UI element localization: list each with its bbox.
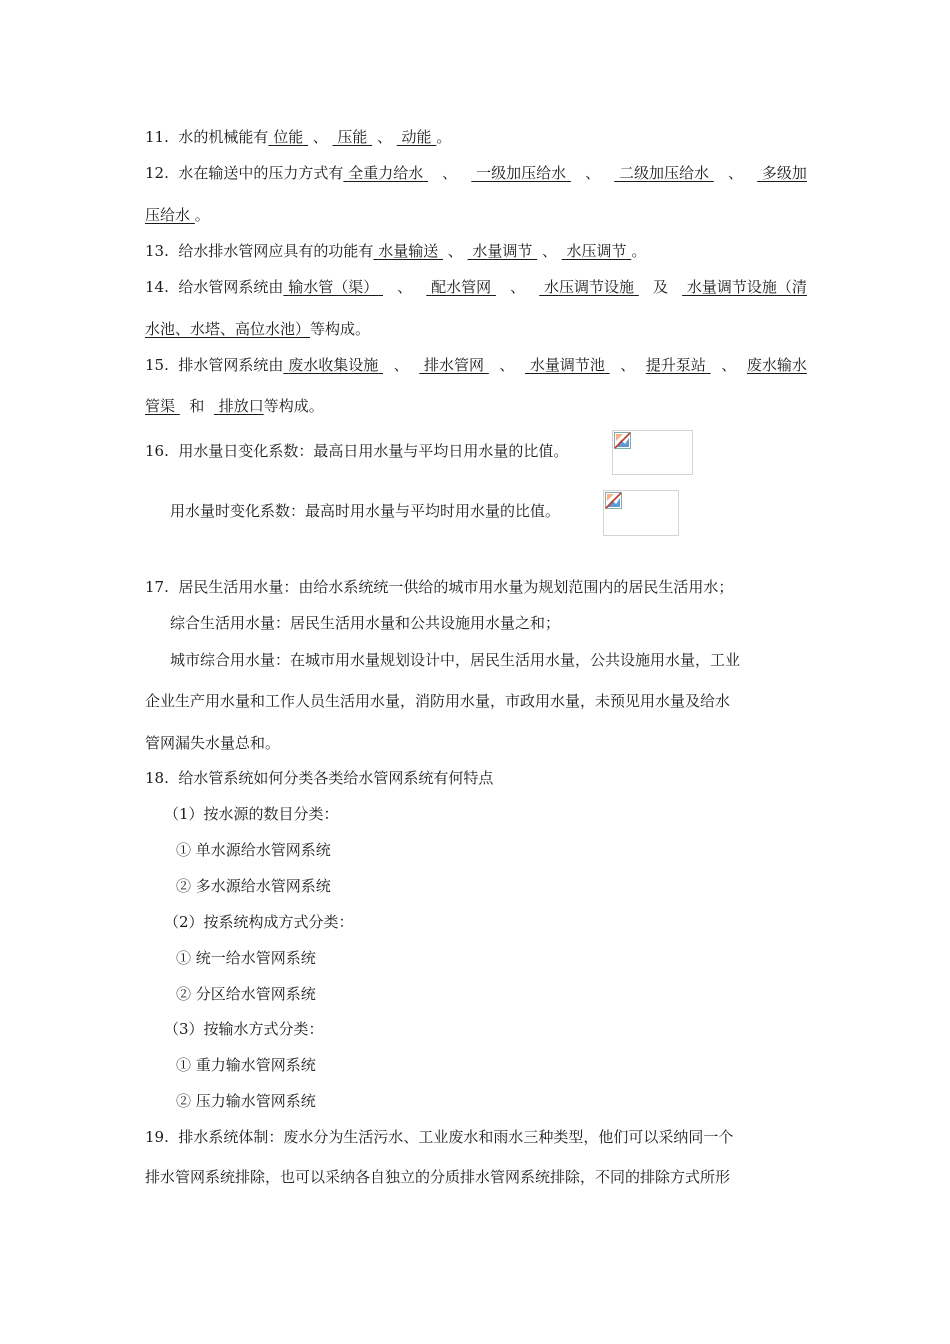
q15-answer-5: 废水输水 xyxy=(746,356,807,374)
question-16-line-2: 用水量时变化系数：最高时用水量与平均时用水量的比值。 xyxy=(170,502,561,520)
q12-number: 12. xyxy=(145,164,169,182)
broken-image-icon xyxy=(614,432,632,450)
q19-number: 19. xyxy=(145,1128,169,1146)
question-15-cont: 管渠 和 排放口等构成。 xyxy=(145,397,324,415)
question-15: 15. 排水管网系统由 废水收集设施 、 排水管网 、 水量调节池 、 提升泵站 、 废水输水 xyxy=(145,356,807,374)
q11-number: 11. xyxy=(145,128,169,146)
question-14: 14. 给水管网系统由 输水管（渠） 、 配水管网 、 水压调节设施 及 水量调节设施（清 xyxy=(145,278,807,296)
q18-item: ② 压力输水管网系统 xyxy=(176,1092,316,1110)
q12-answer-3: 二级加压给水 xyxy=(619,164,710,182)
q15-number: 15. xyxy=(145,356,169,374)
q19-line-2: 排水管网系统排除，也可以采纳各自独立的分质排水管网系统排除，不同的排除方式所形 xyxy=(145,1168,731,1186)
q17-line-2: 综合生活用水量：居民生活用水量和公共设施用水量之和； xyxy=(170,614,561,632)
q12-answer-1: 全重力给水 xyxy=(348,164,424,182)
question-12: 12. 水在输送中的压力方式有 全重力给水 、 一级加压给水 、 二级加压给水 、 多级加 xyxy=(145,164,807,182)
q18-item: ② 分区给水管网系统 xyxy=(176,985,316,1003)
question-14-cont: 水池、水塔、高位水池）等构成。 xyxy=(145,320,371,338)
q14-answer-2: 配水管网 xyxy=(431,278,492,296)
q17-line-4: 企业生产用水量和工作人员生活用水量，消防用水量，市政用水量，未预见用水量及给水 xyxy=(145,692,731,710)
q15-answer-4: 提升泵站 xyxy=(645,356,706,374)
q18-item: （3）按输水方式分类： xyxy=(164,1020,324,1038)
q15-answer-2: 排水管网 xyxy=(424,356,485,374)
q15-answer-3: 水量调节池 xyxy=(529,356,605,374)
q15-answer-6: 排放口 xyxy=(218,397,264,415)
q18-item: ① 单水源给水管网系统 xyxy=(176,841,331,859)
q16-number: 16. xyxy=(145,442,169,460)
q18-item: （1）按水源的数目分类： xyxy=(164,805,339,823)
q18-item: （2）按系统构成方式分类： xyxy=(164,913,354,931)
q18-item: ① 统一给水管网系统 xyxy=(176,949,316,967)
question-11: 11. 水的机械能有 位能 、 压能 、 动能 。 xyxy=(145,128,452,146)
q12-answer-4: 多级加 xyxy=(761,164,807,182)
formula-image-2 xyxy=(603,490,679,536)
question-19: 19. 排水系统体制：废水分为生活污水、工业废水和雨水三种类型，他们可以采纳同一个 xyxy=(145,1128,734,1146)
q14-answer-4: 水量调节设施（清 xyxy=(686,278,807,296)
question-17: 17. 居民生活用水量：由给水系统统一供给的城市用水量为规划范围内的居民生活用水； xyxy=(145,578,734,596)
formula-image-1 xyxy=(612,430,693,475)
q12-answer-2: 一级加压给水 xyxy=(476,164,567,182)
question-13: 13. 给水排水管网应具有的功能有 水量输送 、 水量调节 、 水压调节 。 xyxy=(145,242,647,260)
broken-image-icon xyxy=(605,492,623,510)
q11-answer-3: 动能 xyxy=(401,128,432,146)
q11-answer-1: 位能 xyxy=(273,128,304,146)
q11-answer-2: 压能 xyxy=(337,128,368,146)
q16-line-1: 用水量日变化系数：最高日用水量与平均日用水量的比值。 xyxy=(178,442,569,460)
q14-number: 14. xyxy=(145,278,169,296)
q13-answer-1: 水量输送 xyxy=(378,242,439,260)
q13-answer-2: 水量调节 xyxy=(472,242,533,260)
q17-number: 17. xyxy=(145,578,169,596)
q18-item: ① 重力输水管网系统 xyxy=(176,1056,316,1074)
question-16 xyxy=(145,441,568,461)
question-12-cont: 压给水 。 xyxy=(145,206,210,224)
q14-answer-1: 输水管（渠） xyxy=(288,278,379,296)
q14-answer-3: 水压调节设施 xyxy=(544,278,635,296)
q17-line-3: 城市综合用水量：在城市用水量规划设计中，居民生活用水量，公共设施用水量，工业 xyxy=(170,651,741,669)
q18-number: 18. xyxy=(145,769,169,787)
q13-answer-3: 水压调节 xyxy=(566,242,627,260)
q15-answer-1: 废水收集设施 xyxy=(288,356,379,374)
q13-number: 13. xyxy=(145,242,169,260)
q18-item: ② 多水源给水管网系统 xyxy=(176,877,331,895)
question-18: 18. 给水管系统如何分类各类给水管网系统有何特点 xyxy=(145,769,494,787)
q17-line-5: 管网漏失水量总和。 xyxy=(145,734,281,752)
